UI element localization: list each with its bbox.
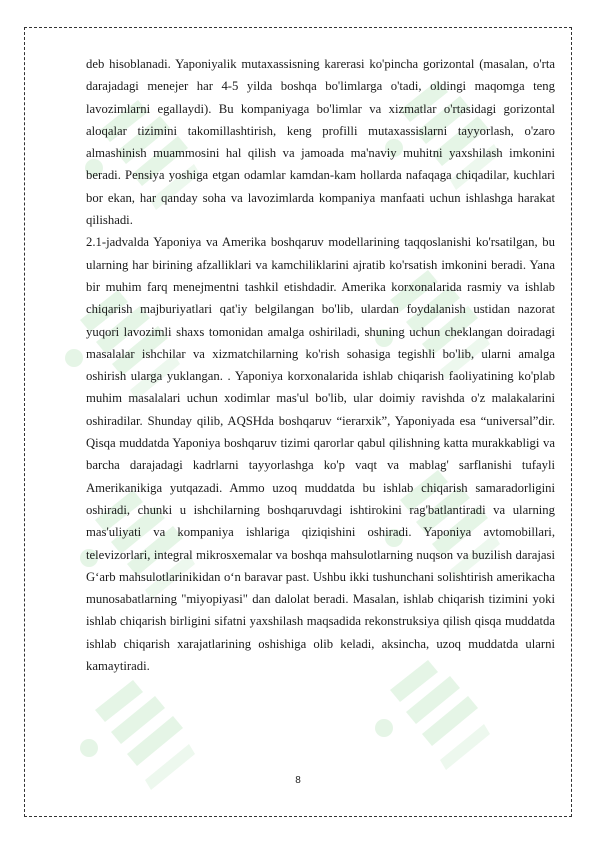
paragraph-2: 2.1-jadvalda Yaponiya va Amerika boshqaruv modellarining taqqoslanishi ko'rsatilgan, bu ularning har birining afzalliklari va kamchiliklarini ajratib ko'rsatish imkonini beradi. Yana bir muhim farq menejmentni tashkil etishdadir. Amerika korxonalarida rasmiy va ishlab chiqarish majburiyatlari qat'iy belgilangan bo'lib, ulardan foydalanish ustidan nazorat yuqori lavozimli shaxs tomonidan amalga oshiriladi, shuning uchun cheklangan doiradagi masalalar ishchilar va xizmatchilarning ko'rish sohasiga tegishli bo'lib, ularni amalga oshirish ularga yuklangan. . Yaponiya korxonalarida ishlab chiqarish faoliyatining ko'plab muhim masalalari uchun xodimlar mas'ul bo'lib, ular doimiy ravishda o'z malakalarini oshiradilar. Shunday qilib, AQSHda boshqaruv “ierarxik”, Yaponiyada esa “universal”dir. Qisqa muddatda Yaponiya boshqaruv tizimi qarorlar qabul qilishning katta murakkabligi va barcha darajadagi kadrlarni tayyorlashga ko'p vaqt va mablag' sarflanishi tufayli Amerikanikiga yutqazadi. Ammo uzoq muddatda bu ishlab chiqarish samaradorligini oshiradi, chunki u ishchilarning boshqaruvdagi ishtirokini rag'batlantiradi va ularning mas'uliyati va kompaniya ishlariga qiziqishini oshiradi. Yaponiya avtomobillari, televizorlari, integral mikrosxemalar va boshqa mahsulotlarning nuqson va buzilish darajasi G‘arb mahsulotlarinikidan o‘n baravar past. Ushbu ikki tushunchani solishtirish amerikacha munosabatlarning "miyopiyasi" dan dalolat beradi. Masalan, ishlab chiqarish tizimini yoki ishlab chiqarish birligini sifatni yaxshilash maqsadida rekonstruksiya qilish qisqa muddatda ishlab chiqarish xarajatlarining oshishiga olib keladi, aksincha, uzoq muddatda ularni kamaytiradi. [86, 235, 555, 674]
page-number: 8 [295, 775, 301, 786]
document-body [86, 53, 555, 677]
paragraph-1: deb hisoblanadi. Yaponiyalik mutaxassisning karerasi ko'pincha gorizontal (masalan, o'rta darajadagi menejer har 4-5 yilda boshqa bo'limlarga o'tadi, oldingi maqomga teng lavozimlarni egallaydi). Bu kompaniyaga bo'limlar va xizmatlar o'rtasidagi gorizontal aloqalar tizimini takomillashtirish, keng profilli mutaxassislarni tayyorlash, o'zaro almashinish muammosini hal qilish va jamoada ma'naviy muhitni yaxshilash imkonini beradi. Pensiya yoshiga etgan odamlar kamdan-kam hollarda nafaqaga chiqadilar, kuchlari bor ekan, har qanday soha va lavozimlarda kompaniya manfaati uchun ishlashga harakat qilishadi. [86, 57, 555, 228]
